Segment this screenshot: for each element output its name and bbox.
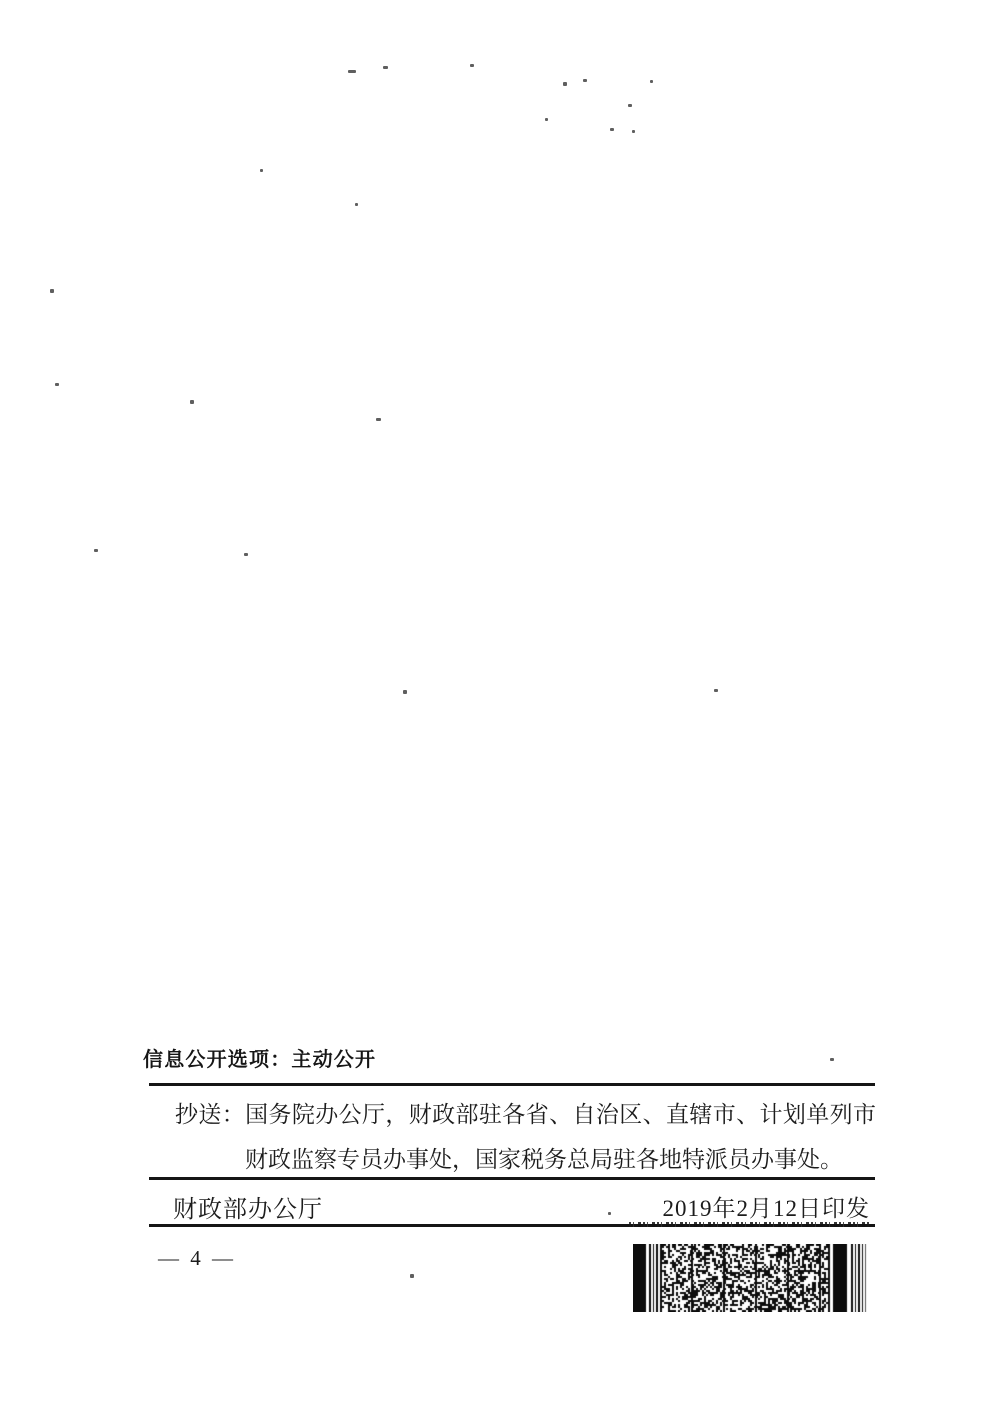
scan-speck bbox=[470, 64, 474, 67]
scan-speck bbox=[650, 80, 653, 83]
scan-speck bbox=[830, 1058, 834, 1061]
page-number: — 4 — bbox=[158, 1246, 236, 1270]
scan-speck bbox=[403, 690, 407, 694]
scan-speck bbox=[563, 82, 567, 86]
scan-speck bbox=[714, 689, 718, 692]
scan-noise-strip bbox=[629, 1222, 869, 1227]
scan-speck bbox=[50, 289, 54, 293]
scan-speck bbox=[628, 104, 632, 107]
barcode-icon bbox=[633, 1244, 867, 1312]
scan-speck bbox=[348, 70, 356, 73]
scan-speck bbox=[55, 383, 59, 386]
scan-speck bbox=[244, 553, 248, 556]
cc-distribution-line-2: 财政监察专员办事处，国家税务总局驻各地特派员办事处。 bbox=[245, 1147, 843, 1172]
scan-speck bbox=[355, 203, 358, 206]
scan-speck bbox=[383, 66, 388, 69]
scan-speck bbox=[608, 1212, 611, 1215]
scan-speck bbox=[376, 418, 381, 421]
publicity-option-text: 信息公开选项：主动公开 bbox=[143, 1049, 377, 1071]
scan-speck bbox=[632, 130, 635, 133]
divider-line-middle bbox=[149, 1177, 875, 1180]
print-date-text: 2019年2月12日印发 bbox=[662, 1196, 870, 1221]
scan-speck bbox=[610, 128, 614, 131]
scan-speck bbox=[260, 169, 263, 172]
cc-distribution-line-1: 抄送：国务院办公厅，财政部驻各省、自治区、直辖市、计划单列市 bbox=[175, 1102, 876, 1127]
issuing-office-text: 财政部办公厅 bbox=[173, 1197, 323, 1223]
scan-speck bbox=[94, 549, 98, 552]
pdf417-barcode-canvas bbox=[633, 1244, 867, 1312]
scan-speck bbox=[545, 118, 548, 121]
divider-line-top bbox=[149, 1083, 875, 1086]
scan-speck bbox=[190, 400, 194, 404]
scan-speck bbox=[410, 1274, 414, 1278]
scan-speck bbox=[583, 79, 587, 82]
